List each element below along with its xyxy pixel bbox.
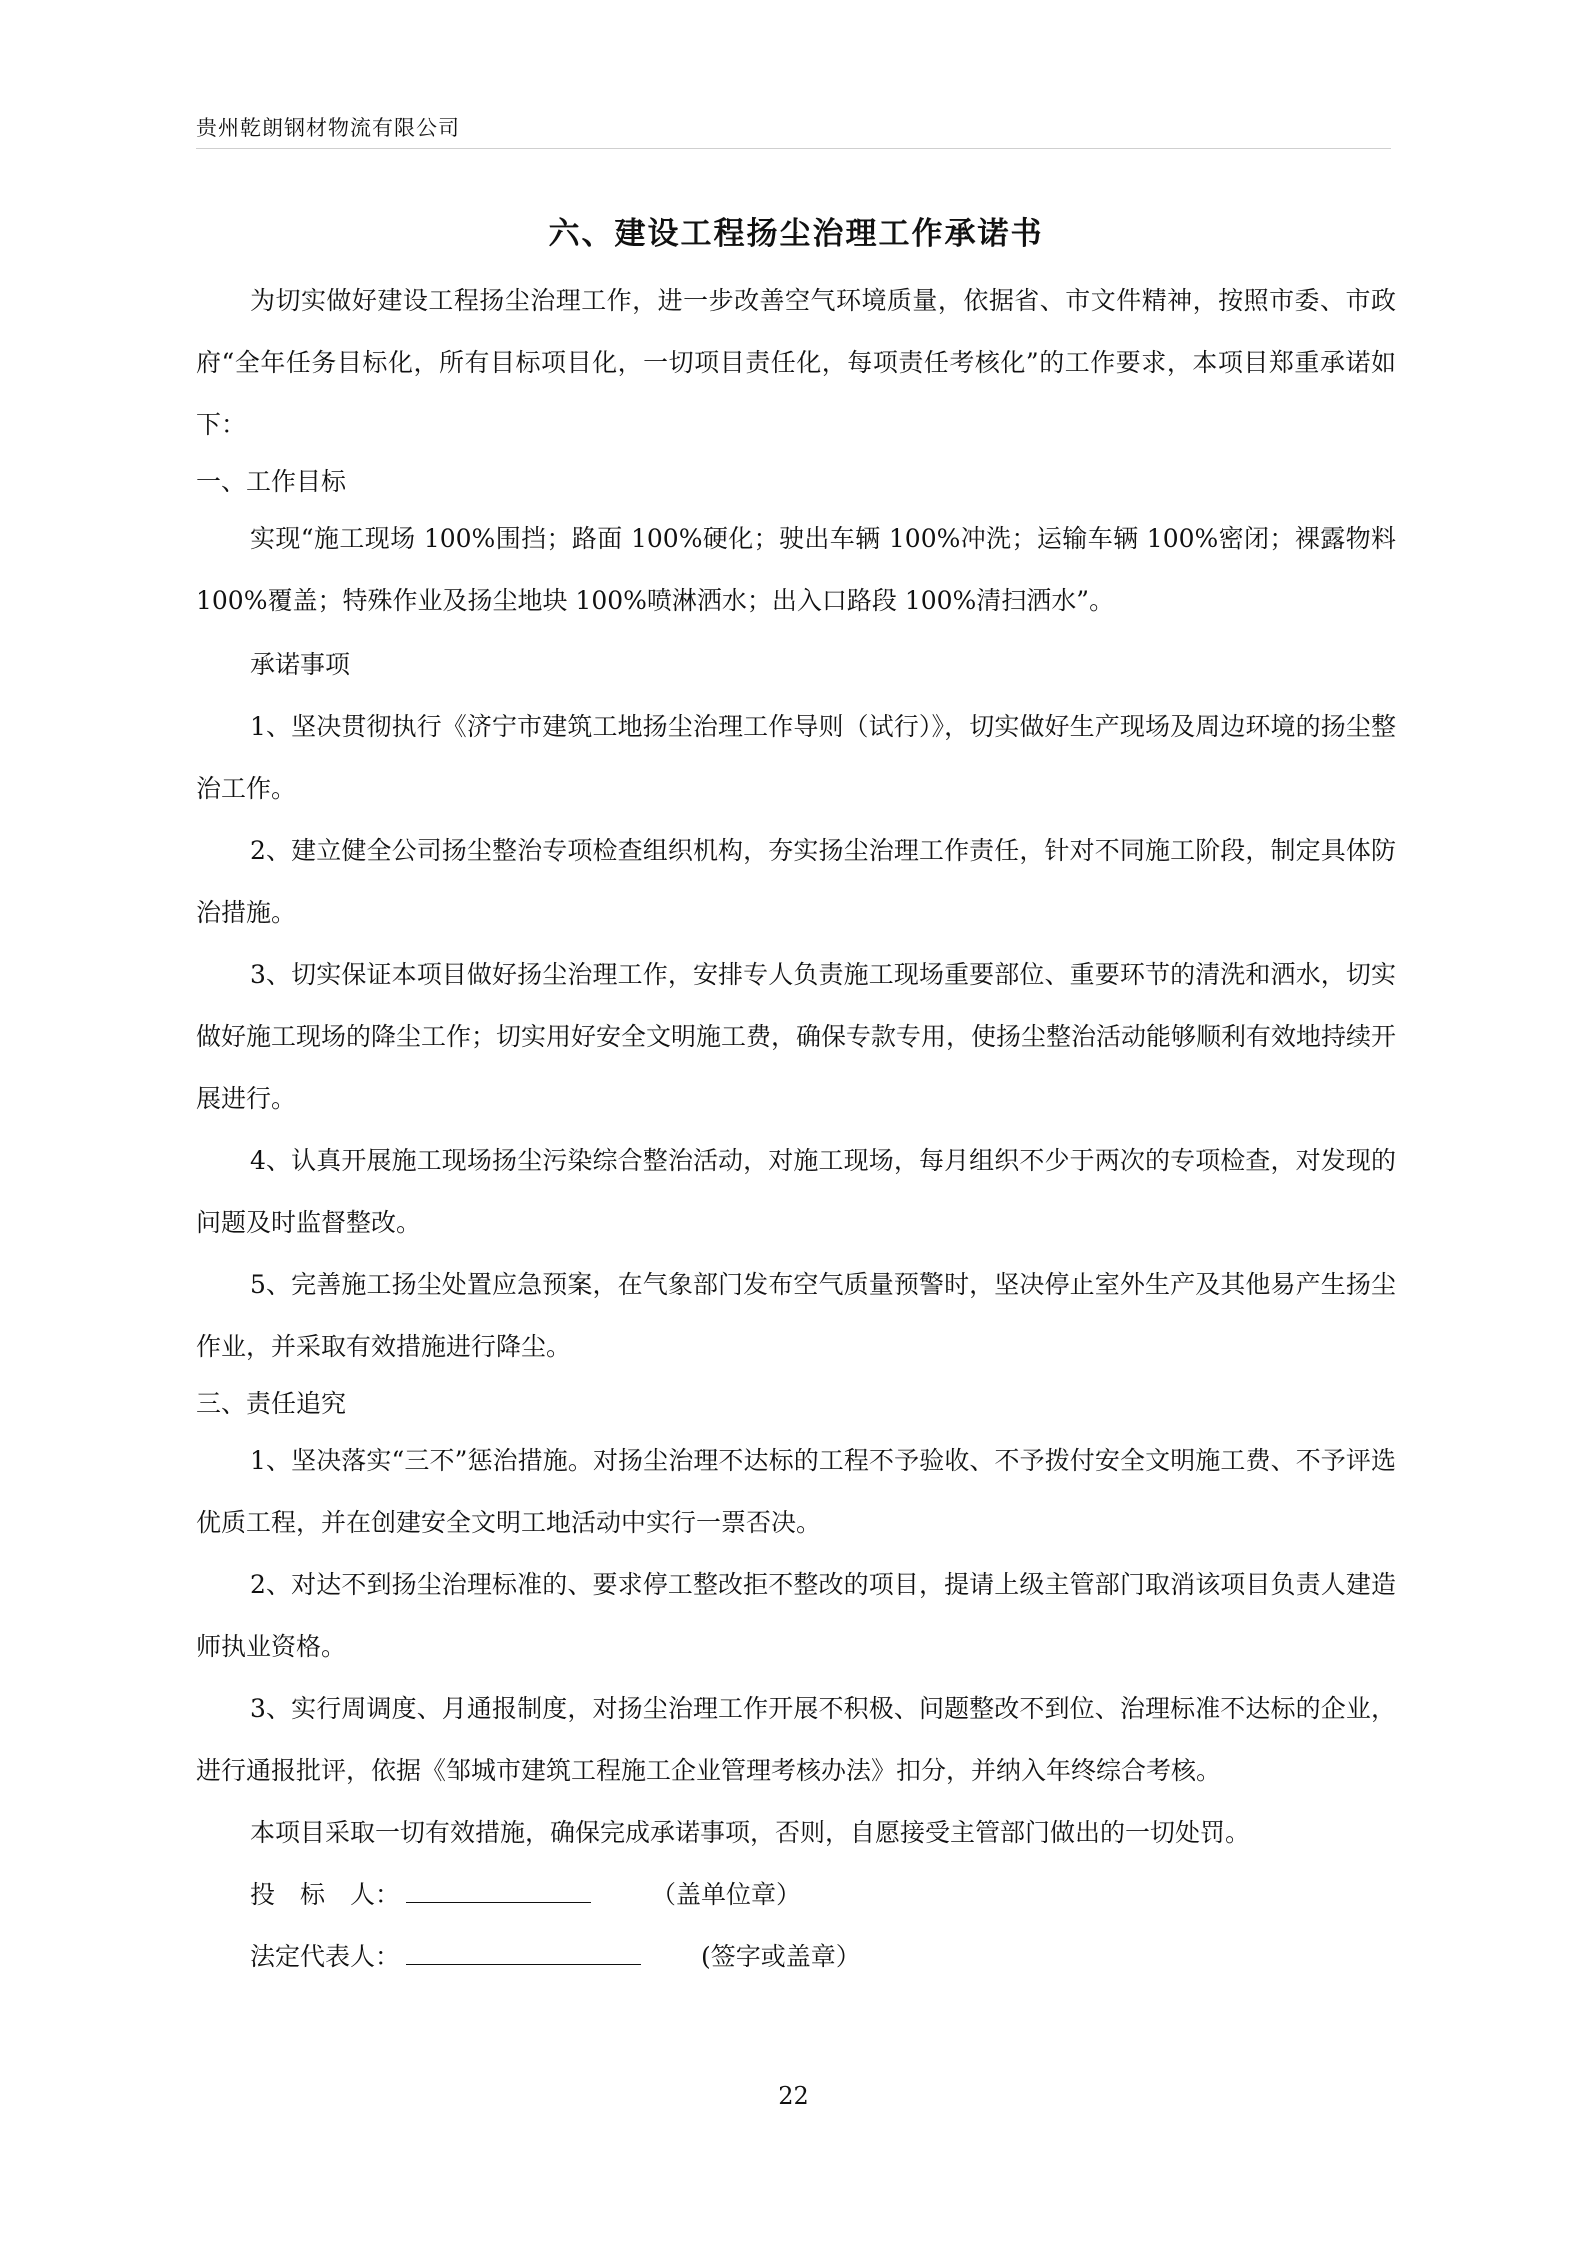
commitment-item: 3、切实保证本项目做好扬尘治理工作，安排专人负责施工现场重要部位、重要环节的清洗和洒水，切实做好施工现场的降尘工作；切实用好安全文明施工费，确保专款专用，使扬尘整治活动能够顺利有效地持续开展进行。 [196, 960, 1397, 1113]
accountability-item: 3、实行周调度、月通报制度，对扬尘治理工作开展不积极、问题整改不到位、治理标准不达标的企业，进行通报批评，依据《邹城市建筑工程施工企业管理考核办法》扣分，并纳入年终综合考核。 [196, 1694, 1396, 1785]
bidder-blank-field[interactable] [406, 1872, 591, 1903]
intro-paragraph: 为切实做好建设工程扬尘治理工作，进一步改善空气环境质量，依据省、市文件精神，按照市委、市政府“全年任务目标化，所有目标项目化，一切项目责任化，每项责任考核化”的工作要求，本项目郑重承诺如下： [196, 286, 1396, 439]
commitment-item: 2、建立健全公司扬尘整治专项检查组织机构，夯实扬尘治理工作责任，针对不同施工阶段，制定具体防治措施。 [196, 836, 1396, 927]
section3-heading: 三、责任追究 [196, 1389, 347, 1418]
commitment-item: 5、完善施工扬尘处置应急预案，在气象部门发布空气质量预警时，坚决停止室外生产及其他易产生扬尘作业，并采取有效措施进行降尘。 [196, 1270, 1396, 1361]
document-title: 六、建设工程扬尘治理工作承诺书 [548, 216, 1044, 252]
accountability-item: 1、坚决落实“三不”惩治措施。对扬尘治理不达标的工程不予验收、不予拨付安全文明施工费、不予评选优质工程，并在创建安全文明工地活动中实行一票否决。 [196, 1446, 1396, 1537]
header-rule [196, 148, 1391, 149]
closing-paragraph: 本项目采取一切有效措施，确保完成承诺事项，否则，自愿接受主管部门做出的一切处罚。 [250, 1818, 1251, 1847]
section1-text: 实现“施工现场 100%围挡；路面 100%硬化；驶出车辆 100%冲洗；运输车辆 100%密闭；裸露物料 100%覆盖；特殊作业及扬尘地块 100%喷淋洒水；出入口路段 100%清扫洒水”。 [196, 524, 1396, 615]
representative-blank-field[interactable] [406, 1934, 641, 1965]
commitment-item: 1、坚决贯彻执行《济宁市建筑工地扬尘治理工作导则（试行）》，切实做好生产现场及周边环境的扬尘整治工作。 [196, 712, 1396, 803]
representative-label: 法定代表人： [250, 1942, 401, 1971]
representative-note: (签字或盖章） [701, 1942, 861, 1971]
section2-heading: 承诺事项 [250, 650, 351, 679]
bidder-note: （盖单位章） [651, 1880, 802, 1909]
bidder-signature-line [196, 1864, 1396, 1926]
accountability-item: 2、对达不到扬尘治理标准的、要求停工整改拒不整改的项目，提请上级主管部门取消该项目负责人建造师执业资格。 [196, 1570, 1396, 1661]
commitment-item: 4、认真开展施工现场扬尘污染综合整治活动，对施工现场，每月组织不少于两次的专项检查，对发现的问题及时监督整改。 [196, 1146, 1396, 1237]
document-body [196, 212, 1396, 1988]
header-company: 贵州乾朗钢材物流有限公司 [196, 116, 460, 140]
section1-heading: 一、工作目标 [196, 467, 347, 496]
bidder-label: 投 标 人： [250, 1880, 401, 1909]
representative-signature-line [196, 1926, 1396, 1988]
page-number: 22 [778, 2082, 809, 2110]
